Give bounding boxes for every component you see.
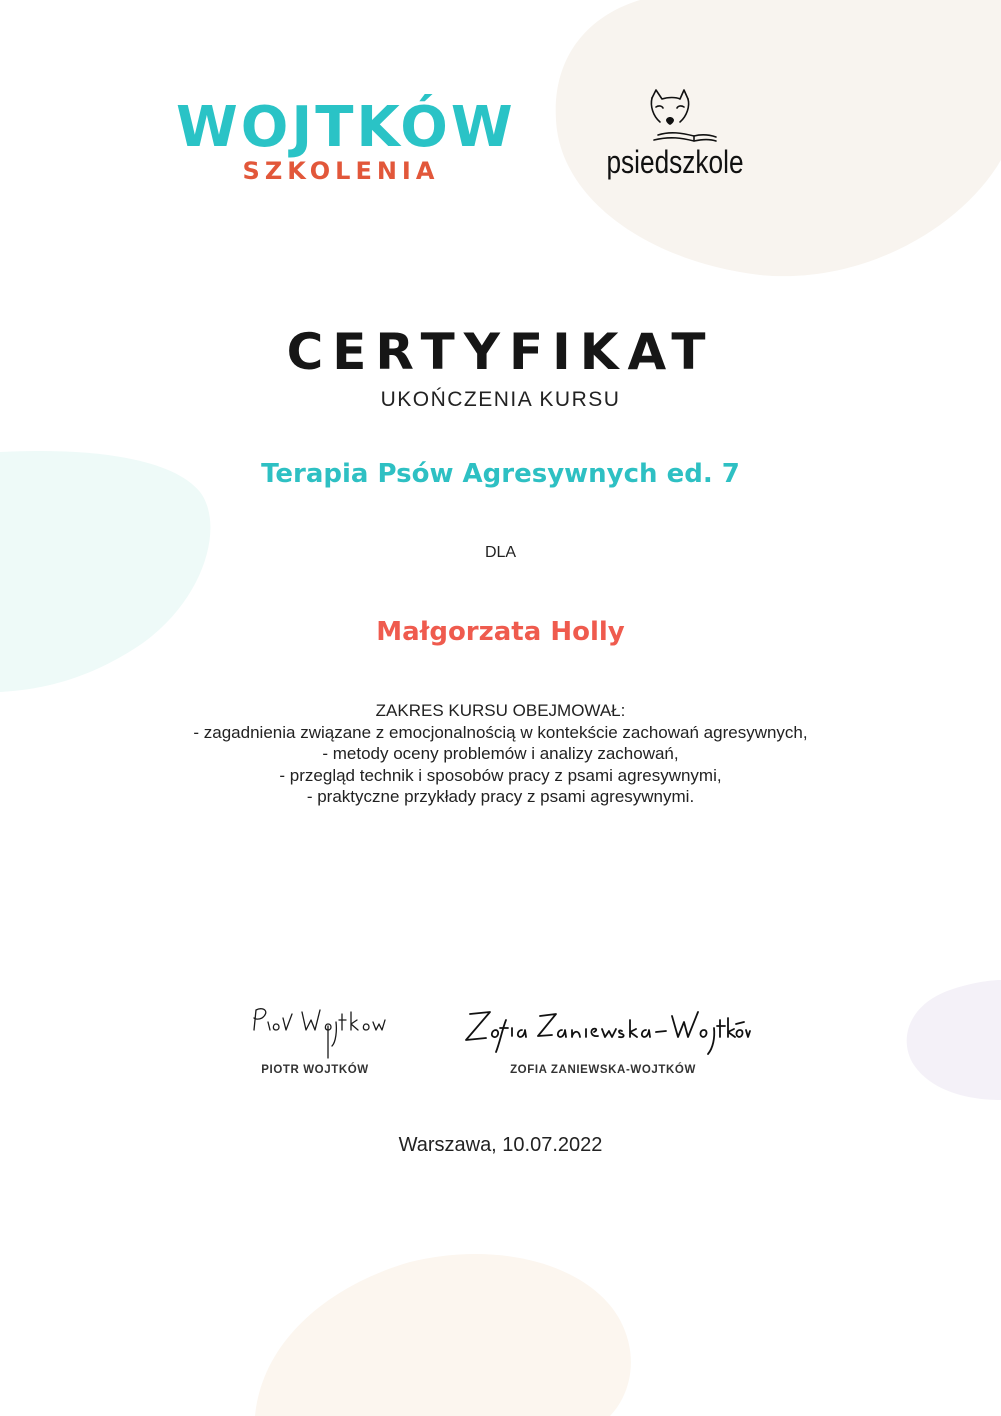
course-name: Terapia Psów Agresywnych ed. 7 (261, 459, 740, 489)
scope-heading: ZAKRES KURSU OBEJMOWAŁ: (375, 701, 626, 720)
scope-item: - zagadnienia związane z emocjonalnością w kontekście zachowań agresywnych, (193, 722, 808, 742)
course-scope (0, 700, 1001, 808)
blob-right-lower (907, 980, 1001, 1100)
scope-item: - praktyczne przykłady pracy z psami agresywnymi. (306, 787, 695, 806)
for-label: DLA (484, 544, 517, 561)
signatory-name: ZOFIA ZANIEWSKA-WOJTKÓW (510, 1064, 696, 1076)
blob-top-right (556, 0, 1001, 276)
wojtkow-logo-title: WOJTKÓW (176, 95, 516, 160)
signature-zofia-zaniewska-wojtkow (452, 1002, 752, 1058)
blob-bottom (255, 1254, 631, 1416)
signature-piotr-wojtkow (240, 1000, 390, 1060)
dog-reading-book-icon (636, 86, 718, 148)
wojtkow-logo-subtitle: SZKOLENIA (242, 157, 440, 185)
psiedszkole-logo-text: psiedszkole (606, 144, 744, 180)
recipient-name: Małgorzata Holly (376, 617, 625, 647)
certificate-title: CERTYFIKAT (286, 323, 715, 381)
scope-item: - metody oceny problemów i analizy zachowań, (322, 744, 679, 763)
signatory-name: PIOTR WOJTKÓW (261, 1064, 369, 1076)
certificate-subtitle: UKOŃCZENIA KURSU (380, 388, 621, 411)
scope-item: - przegląd technik i sposobów pracy z psami agresywnymi, (279, 765, 722, 785)
place-and-date: Warszawa, 10.07.2022 (398, 1134, 603, 1156)
